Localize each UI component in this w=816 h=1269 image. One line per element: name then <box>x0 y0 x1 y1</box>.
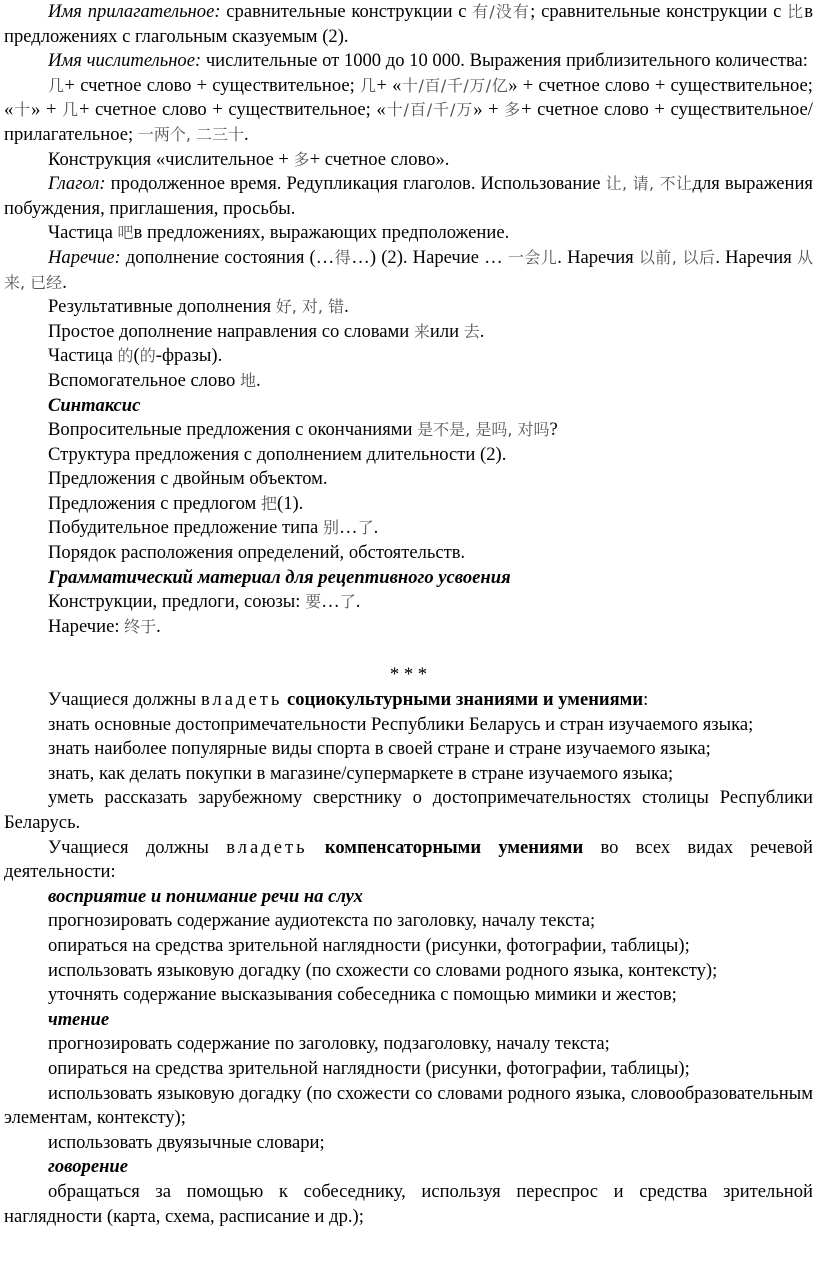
chinese-text: 吧 <box>117 223 134 243</box>
chinese-text: 一两个, 二三十 <box>137 124 244 144</box>
paragraph-adverb-finally: Наречие: 终于. <box>48 615 161 637</box>
paragraph-resultative: Результативные дополнения 好, 对, 错. <box>48 296 349 318</box>
paragraph-particle-ba: Частица 吧в предложениях, выражающих предположение. <box>48 222 510 244</box>
chinese-text: 好, 对, 错 <box>275 297 345 317</box>
compensatory-intro: Учащиеся должны владеть компенсаторными умениями во всех видах речевой деятельности: <box>4 836 814 883</box>
chinese-text: 一会儿 <box>507 247 558 267</box>
chinese-text: 地 <box>239 370 256 390</box>
list-item: знать, как делать покупки в магазине/супермаркете в стране изучаемого языка; <box>48 762 674 784</box>
list-item: использовать языковую догадку (по схожести со словами родного языка, контексту); <box>48 959 718 981</box>
chinese-text: 比 <box>787 2 805 21</box>
syntax-heading: Синтаксис <box>48 394 141 416</box>
list-item: прогнозировать содержание аудиотекста по заголовку, началу текста; <box>48 910 596 932</box>
chinese-text: 得 <box>334 247 352 267</box>
list-item: прогнозировать содержание по заголовку, подзаголовку, началу текста; <box>48 1033 610 1055</box>
list-item: уточнять содержание высказывания собеседника с помощью мимики и жестов; <box>48 984 677 1006</box>
speaking-heading: говорение <box>48 1156 128 1178</box>
chinese-text: 几 <box>359 75 377 95</box>
chinese-text: 十/百/千/万 <box>385 100 474 120</box>
paragraph-auxiliary: Вспомогательное слово 地. <box>48 369 261 391</box>
chinese-text: 有/没有 <box>472 2 531 21</box>
paragraph-verb: Глагол: продолженное время. Редупликация глаголов. Использование 让, 请, 不让для выражения побуждения, приглашения, просьбы. <box>4 173 813 219</box>
chinese-text: 要 <box>305 592 322 612</box>
list-item: знать основные достопримечательности Республики Беларусь и стран изучаемого языка; <box>48 713 754 735</box>
paragraph-adverb: Наречие: дополнение состояния (…得…) (2). Наречие … 一会儿. Наречия 以前, 以后. Наречия 从来, 已经. <box>4 246 813 293</box>
chinese-text: 去 <box>463 321 480 341</box>
paragraph-numeral: Имя числительное: числительные от 1000 до 10 000. Выражения приблизительного количества: <box>48 50 808 72</box>
paragraph-constructions: Конструкции, предлоги, союзы: 要…了. <box>48 591 361 613</box>
list-item: уметь рассказать зарубежному сверстнику о достопримечательностях столицы Республики Беларусь. <box>4 787 813 833</box>
section-separator: * * * <box>389 664 428 686</box>
paragraph-order: Порядок расположения определений, обстоятельств. <box>48 542 466 564</box>
chinese-text: 从来, 已经 <box>4 247 813 292</box>
chinese-text: 别 <box>322 518 339 538</box>
sociocultural-intro: Учащиеся должны владеть социокультурными знаниями и умениями: <box>48 689 649 711</box>
list-item: знать наиболее популярные виды спорта в своей стране и стране изучаемого языка; <box>48 738 711 760</box>
paragraph-adjective: Имя прилагательное: сравнительные конструкции с 有/没有; сравнительные конструкции с 比в предложениях с глагольным сказуемым (2). <box>4 1 813 47</box>
receptive-heading: Грамматический материал для рецептивного усвоения <box>48 566 511 588</box>
chinese-text: 把 <box>260 493 277 513</box>
paragraph-particle-de: Частица 的(的-фразы). <box>48 345 223 367</box>
chinese-text: 来 <box>413 321 430 341</box>
chinese-text: 几 <box>62 100 79 120</box>
chinese-text: 终于 <box>124 616 157 636</box>
paragraph-questions: Вопросительные предложения с окончаниями 是不是, 是吗, 对吗? <box>48 419 558 441</box>
paragraph-ba-preposition: Предложения с предлогом 把(1). <box>48 492 304 514</box>
reading-heading: чтение <box>48 1008 110 1030</box>
chinese-text: 以前, 以后 <box>638 247 716 267</box>
list-item: опираться на средства зрительной наглядности (рисунки, фотографии, таблицы); <box>48 934 690 956</box>
chinese-text: 了 <box>357 518 374 538</box>
chinese-text: 多 <box>504 100 522 120</box>
list-item: обращаться за помощью к собеседнику, используя переспрос и средства зрительной наглядности (карта, схема, расписание и др.); <box>4 1180 813 1227</box>
list-item: использовать языковую догадку (по схожести со словами родного языка, словообразовательным элементам, контексту); <box>4 1082 813 1129</box>
chinese-text: 的 <box>117 346 134 366</box>
listening-heading: восприятие и понимание речи на слух <box>48 885 363 907</box>
paragraph-direction: Простое дополнение направления со словами 来или 去. <box>48 320 485 342</box>
list-item: опираться на средства зрительной наглядности (рисунки, фотографии, таблицы); <box>48 1057 690 1079</box>
list-item: использовать двуязычные словари; <box>48 1131 325 1153</box>
chinese-text: 了 <box>339 592 356 612</box>
chinese-text: 多 <box>293 149 310 169</box>
chinese-text: 几 <box>48 75 65 95</box>
chinese-text: 十 <box>13 100 32 120</box>
chinese-text: 十/百/千/万/亿 <box>401 75 509 95</box>
paragraph-numeral-construction: Конструкция «числительное + 多+ счетное слово». <box>48 148 450 170</box>
paragraph-duration: Структура предложения с дополнением длительности (2). <box>48 443 507 465</box>
paragraph-numeral-patterns: 几+ счетное слово + существительное; 几+ «十/百/千/万/亿» + счетное слово + существительное; «十» + 几+ счетное слово + существительное; «十/百/千/万» + 多+ счетное слово + существительное/ прилагательное; 一两个, 二三十. <box>4 74 813 145</box>
spacer <box>4 639 813 663</box>
chinese-text: 让, 请, 不让 <box>605 174 693 194</box>
paragraph-double-object: Предложения с двойным объектом. <box>48 468 328 490</box>
paragraph-imperative: Побудительное предложение типа 别…了. <box>48 517 379 539</box>
chinese-text: 的 <box>139 346 156 366</box>
chinese-text: 是不是, 是吗, 对吗 <box>417 420 550 440</box>
